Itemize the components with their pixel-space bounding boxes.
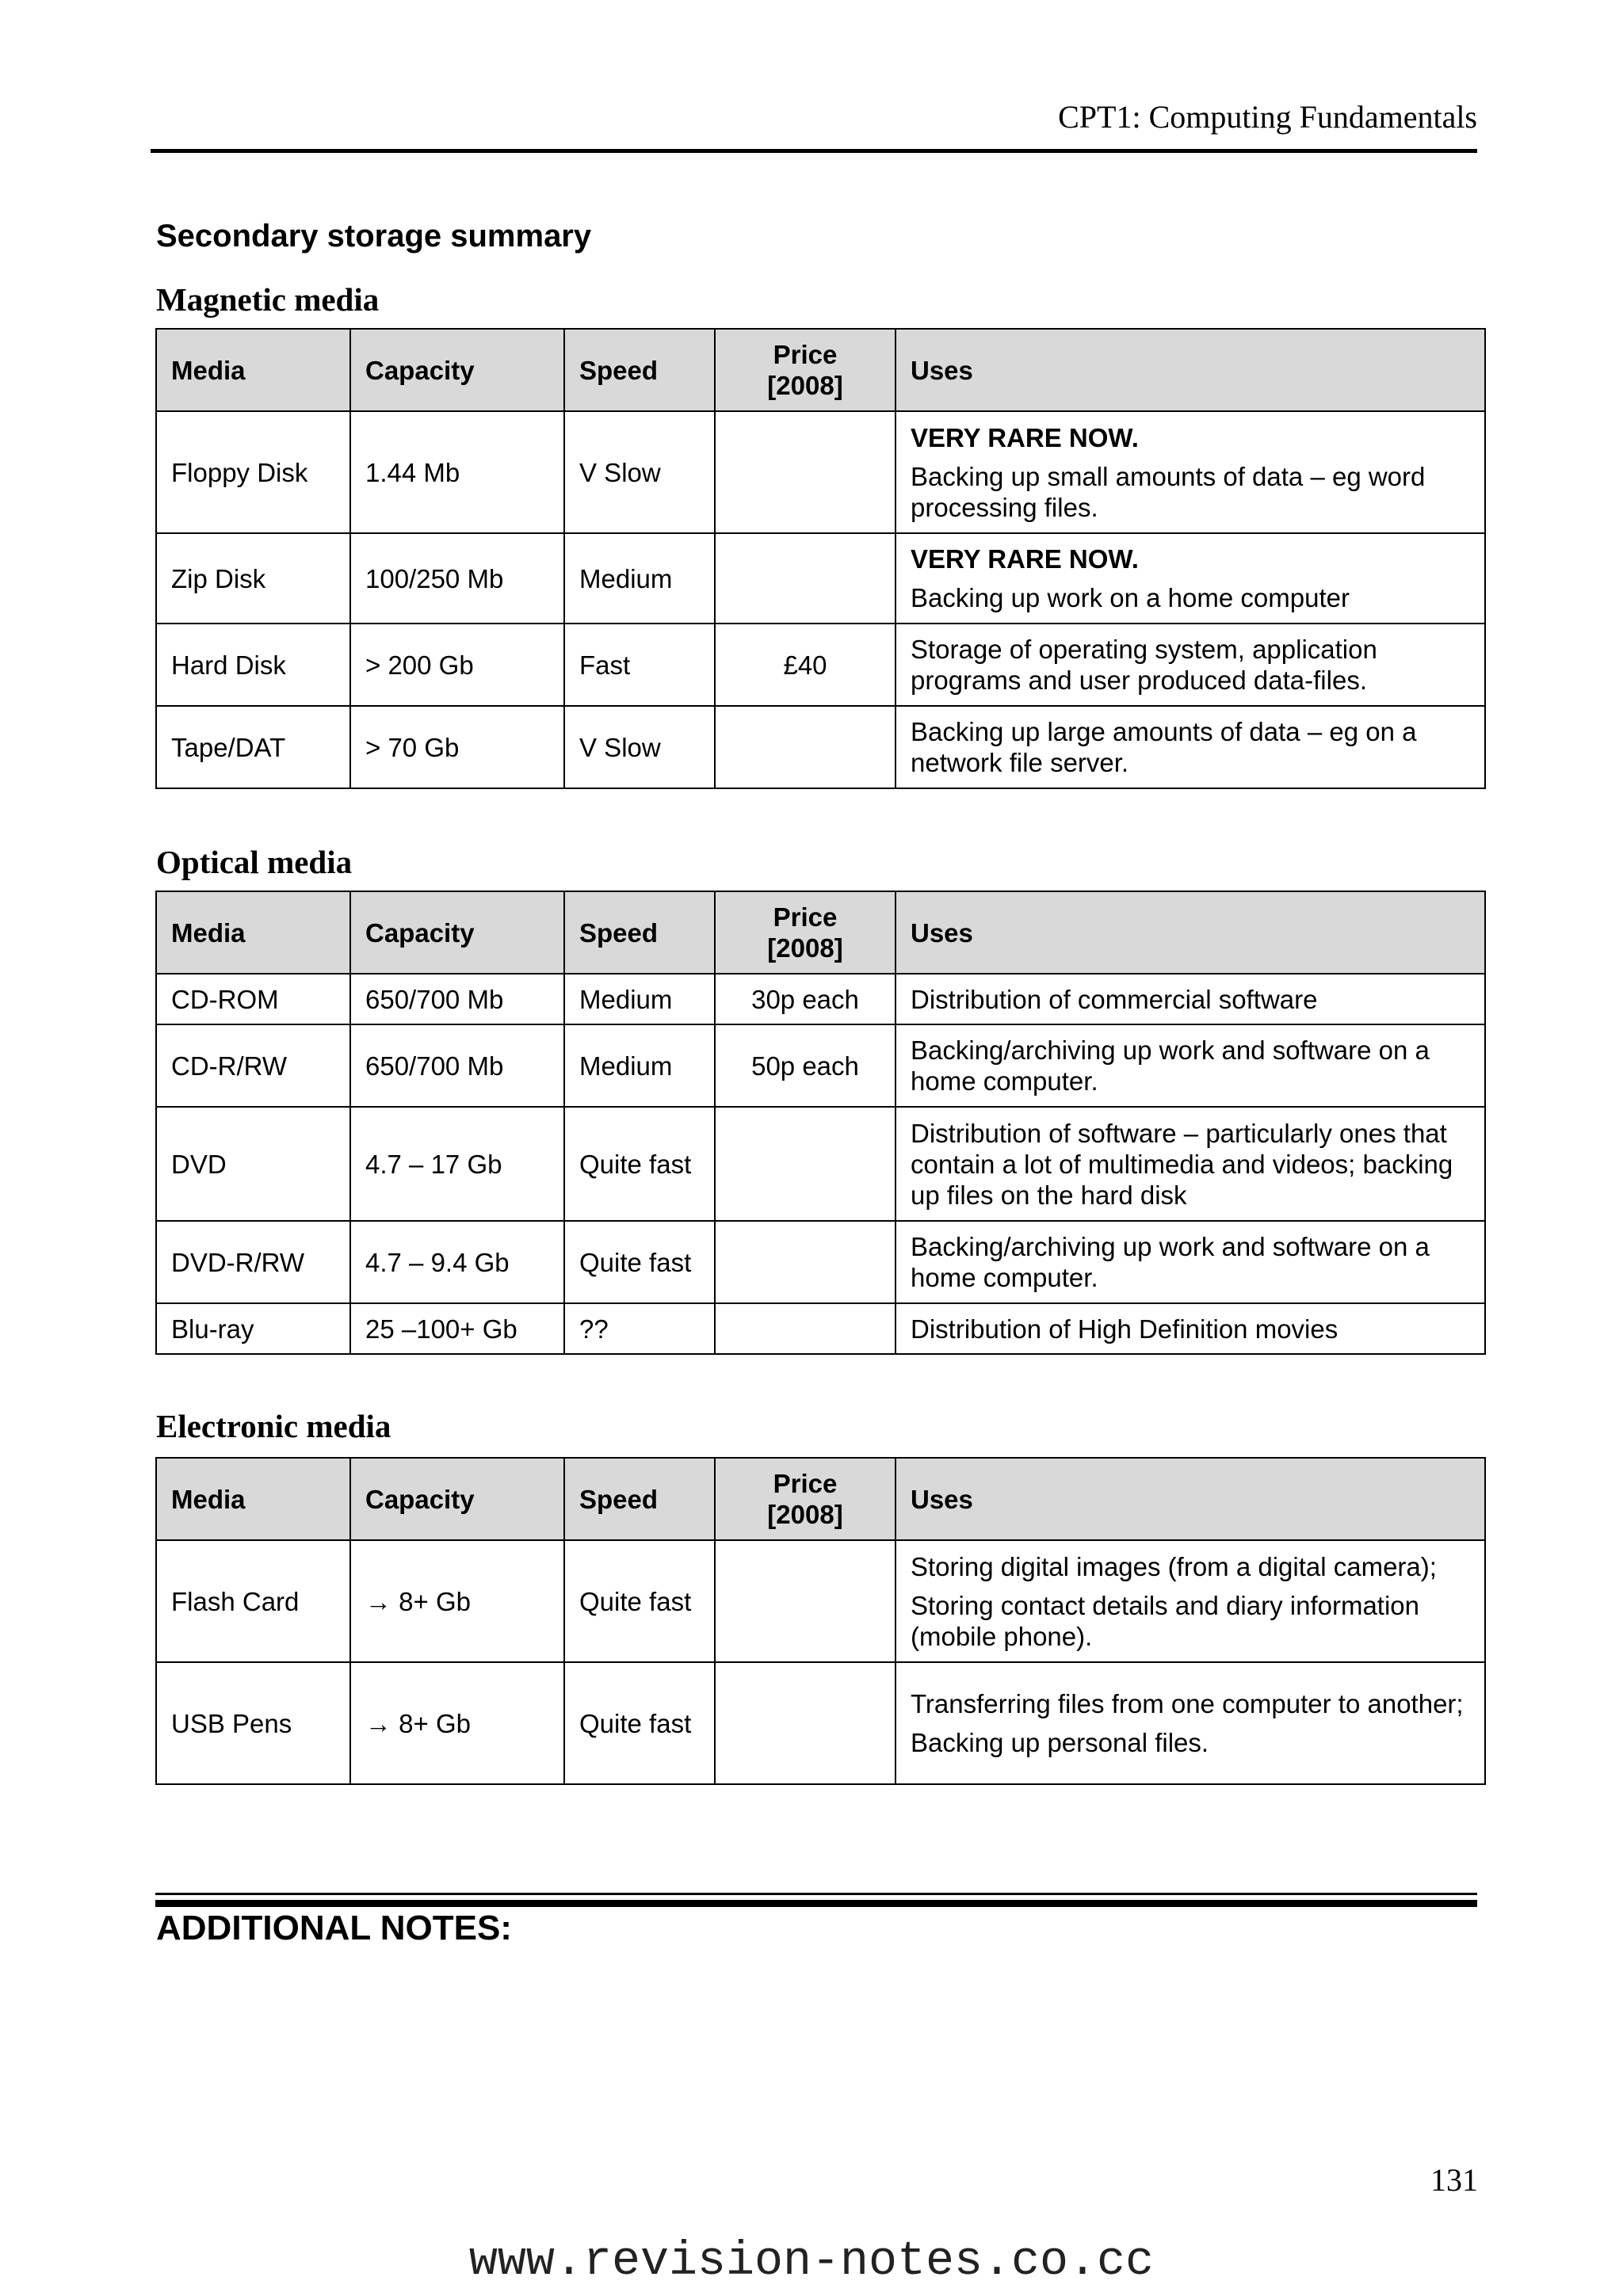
- column-header-price-line: Price: [773, 1469, 838, 1498]
- capacity-cell: > 70 Gb: [350, 706, 564, 788]
- column-header-speed: Speed: [564, 891, 715, 974]
- column-header-price-year: [2008]: [767, 1500, 843, 1529]
- uses-cell: [896, 1662, 1485, 1784]
- price-cell: [715, 1303, 896, 1354]
- uses-cell: [896, 533, 1485, 624]
- uses-text: Distribution of commercial software: [911, 984, 1318, 1014]
- table-row: [156, 1540, 1485, 1662]
- uses-text: Backing up small amounts of data – eg word processing files.: [911, 461, 1426, 522]
- column-header-speed: Speed: [564, 1458, 715, 1540]
- section-heading-optical: Optical media: [156, 844, 353, 880]
- price-cell: [715, 533, 896, 624]
- section-heading-electronic: Electronic media: [156, 1408, 391, 1444]
- table-row: [156, 974, 1485, 1024]
- media-cell: DVD: [156, 1107, 350, 1221]
- price-cell: [715, 706, 896, 788]
- uses-cell: [896, 624, 1485, 706]
- speed-cell: Fast: [564, 624, 715, 706]
- table-row: [156, 1107, 1485, 1221]
- media-cell: CD-ROM: [156, 974, 350, 1024]
- media-cell: USB Pens: [156, 1662, 350, 1784]
- media-cell: Tape/DAT: [156, 706, 350, 788]
- uses-text: Backing up large amounts of data – eg on a network file server.: [911, 717, 1417, 777]
- price-cell: 50p each: [715, 1024, 896, 1107]
- price-cell: [715, 1540, 896, 1662]
- column-header-capacity: Capacity: [350, 329, 564, 411]
- section-heading-magnetic: Magnetic media: [156, 281, 380, 318]
- table-row: [156, 1024, 1485, 1107]
- table-row: [156, 411, 1485, 533]
- column-header-price-line: Price: [773, 340, 838, 369]
- uses-text: Distribution of High Definition movies: [911, 1314, 1338, 1344]
- uses-text: Backing/archiving up work and software on a home computer.: [911, 1232, 1430, 1292]
- page-number: 131: [1430, 2162, 1478, 2198]
- capacity-cell: > 200 Gb: [350, 624, 564, 706]
- speed-cell: Quite fast: [564, 1540, 715, 1662]
- column-header-media: Media: [156, 1458, 350, 1540]
- table-header-row: [156, 329, 1485, 411]
- column-header-capacity: Capacity: [350, 891, 564, 974]
- column-header-price: [715, 1458, 896, 1540]
- price-cell: £40: [715, 624, 896, 706]
- capacity-cell: 1.44 Mb: [350, 411, 564, 533]
- column-header-uses: Uses: [896, 329, 1485, 411]
- capacity-cell: → 8+ Gb: [350, 1540, 564, 1662]
- notes-rule-thin: [155, 1893, 1477, 1895]
- table-row: [156, 533, 1485, 624]
- table-header-row: [156, 1458, 1485, 1540]
- uses-text: Distribution of software – particularly ones that contain a lot of multimedia and videos; backing up files on the hard disk: [911, 1118, 1453, 1210]
- uses-text: Backing up work on a home computer: [911, 583, 1350, 612]
- additional-notes-heading: ADDITIONAL NOTES:: [156, 1909, 512, 1947]
- media-cell: CD-R/RW: [156, 1024, 350, 1107]
- media-cell: DVD-R/RW: [156, 1221, 350, 1303]
- column-header-media: Media: [156, 329, 350, 411]
- column-header-price: [715, 329, 896, 411]
- uses-rarity-note: VERY RARE NOW.: [911, 422, 1139, 452]
- speed-cell: Quite fast: [564, 1221, 715, 1303]
- column-header-speed: Speed: [564, 329, 715, 411]
- speed-cell: Medium: [564, 1024, 715, 1107]
- optical-media-table: [155, 891, 1486, 1355]
- uses-text: Transferring files from one computer to another;: [911, 1689, 1464, 1718]
- uses-text: Storing contact details and diary information (mobile phone).: [911, 1590, 1420, 1651]
- speed-cell: V Slow: [564, 706, 715, 788]
- column-header-price-line: Price: [773, 902, 838, 932]
- column-header-uses: Uses: [896, 1458, 1485, 1540]
- column-header-price-year: [2008]: [767, 933, 843, 963]
- media-cell: Hard Disk: [156, 624, 350, 706]
- uses-cell: [896, 1221, 1485, 1303]
- media-cell: Zip Disk: [156, 533, 350, 624]
- capacity-cell: 4.7 – 9.4 Gb: [350, 1221, 564, 1303]
- uses-cell: [896, 411, 1485, 533]
- uses-rarity-note: VERY RARE NOW.: [911, 544, 1139, 574]
- column-header-media: Media: [156, 891, 350, 974]
- price-cell: [715, 1107, 896, 1221]
- table-row: [156, 624, 1485, 706]
- page-title: Secondary storage summary: [156, 219, 592, 254]
- uses-text: Backing up personal files.: [911, 1728, 1209, 1757]
- header-rule: [151, 149, 1477, 153]
- column-header-price-year: [2008]: [767, 371, 843, 400]
- column-header-capacity: Capacity: [350, 1458, 564, 1540]
- uses-cell: [896, 974, 1485, 1024]
- footer-url: www.revision-notes.co.cc: [468, 2235, 1155, 2289]
- media-cell: Floppy Disk: [156, 411, 350, 533]
- magnetic-media-table: [155, 328, 1486, 789]
- price-cell: [715, 411, 896, 533]
- capacity-cell: 4.7 – 17 Gb: [350, 1107, 564, 1221]
- table-row: [156, 1303, 1485, 1354]
- table-row: [156, 1221, 1485, 1303]
- table-row: [156, 706, 1485, 788]
- speed-cell: V Slow: [564, 411, 715, 533]
- price-cell: 30p each: [715, 974, 896, 1024]
- capacity-cell: → 8+ Gb: [350, 1662, 564, 1784]
- speed-cell: ??: [564, 1303, 715, 1354]
- capacity-cell: 100/250 Mb: [350, 533, 564, 624]
- uses-cell: [896, 1024, 1485, 1107]
- uses-cell: [896, 1540, 1485, 1662]
- capacity-cell: 25 –100+ Gb: [350, 1303, 564, 1354]
- column-header-price: [715, 891, 896, 974]
- uses-cell: [896, 1107, 1485, 1221]
- uses-text: Storage of operating system, application programs and user produced data-files.: [911, 635, 1377, 695]
- table-row: [156, 1662, 1485, 1784]
- price-cell: [715, 1662, 896, 1784]
- running-header: CPT1: Computing Fundamentals: [1058, 99, 1477, 135]
- electronic-media-table: [155, 1457, 1486, 1785]
- table-header-row: [156, 891, 1485, 974]
- speed-cell: Medium: [564, 533, 715, 624]
- uses-cell: [896, 1303, 1485, 1354]
- capacity-cell: 650/700 Mb: [350, 1024, 564, 1107]
- uses-text: Backing/archiving up work and software on a home computer.: [911, 1035, 1430, 1096]
- uses-cell: [896, 706, 1485, 788]
- media-cell: Blu-ray: [156, 1303, 350, 1354]
- speed-cell: Quite fast: [564, 1662, 715, 1784]
- media-cell: Flash Card: [156, 1540, 350, 1662]
- uses-text: Storing digital images (from a digital camera);: [911, 1551, 1437, 1581]
- speed-cell: Quite fast: [564, 1107, 715, 1221]
- price-cell: [715, 1221, 896, 1303]
- speed-cell: Medium: [564, 974, 715, 1024]
- capacity-cell: 650/700 Mb: [350, 974, 564, 1024]
- column-header-uses: Uses: [896, 891, 1485, 974]
